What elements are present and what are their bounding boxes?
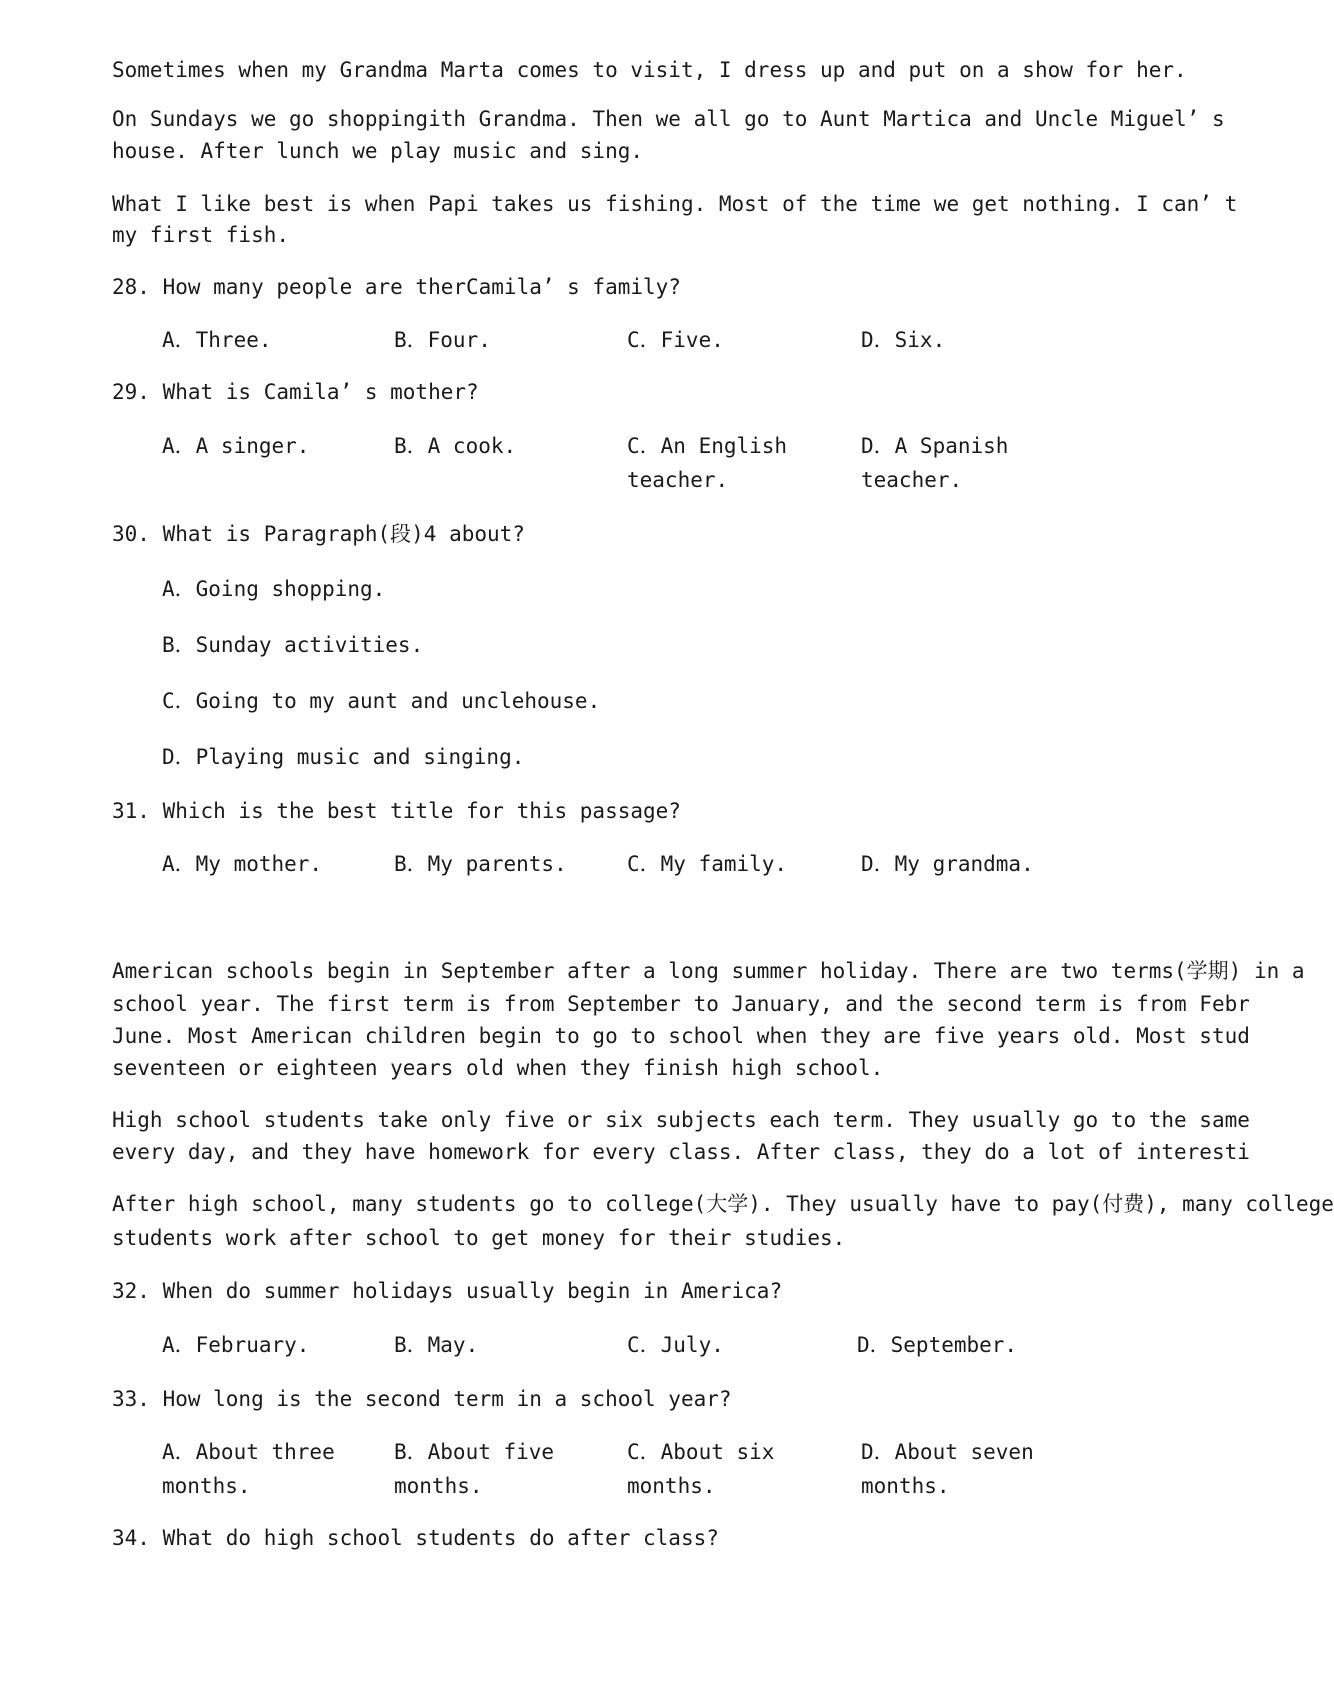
question-30-option-c: C．Going to my aunt and unclehouse. <box>162 689 601 713</box>
question-28-option-b: B．Four. <box>394 328 491 352</box>
question-32-option-a: A．February. <box>162 1333 310 1357</box>
question-33-option-a: A．About three months. <box>162 1440 335 1498</box>
question-30-stem: 30. What is Paragraph(段)4 about? <box>112 522 525 546</box>
passage1-paragraph3-line2: my first fish. <box>112 223 290 247</box>
question-31-option-b: B．My parents. <box>394 852 567 876</box>
question-28-option-a: A．Three. <box>162 328 272 352</box>
question-34-stem: 34. What do high school students do after class? <box>112 1526 719 1550</box>
passage2-paragraph3-line1: After high school, many students go to college(大学). They usually have to pay(付费), many college <box>112 1192 1334 1216</box>
question-31-stem: 31. Which is the best title for this passage? <box>112 799 681 823</box>
question-33-option-c: C．About six months. <box>627 1440 775 1498</box>
question-29-option-d: D．A Spanish teacher. <box>861 434 1009 492</box>
question-33-stem: 33. How long is the second term in a school year? <box>112 1387 732 1411</box>
question-31-option-d: D．My grandma. <box>861 852 1034 876</box>
passage1-paragraph1: Sometimes when my Grandma Marta comes to visit, I dress up and put on a show for her. <box>112 58 1187 82</box>
question-29-stem: 29. What is Camila’ s mother? <box>112 380 479 404</box>
question-28-option-d: D．Six. <box>861 328 946 352</box>
passage2-paragraph1-line1: American schools begin in September after a long summer holiday. There are two terms(学期) in a <box>112 959 1305 983</box>
passage1-paragraph3-line1: What I like best is when Papi takes us fishing. Most of the time we get nothing. I can’ t <box>112 192 1238 216</box>
question-31-option-a: A．My mother. <box>162 852 323 876</box>
passage2-paragraph1-line4: seventeen or eighteen years old when they finish high school. <box>112 1056 884 1080</box>
question-31-option-c: C．My family. <box>627 852 788 876</box>
passage1-paragraph2-line1: On Sundays we go shoppingith Grandma. Then we all go to Aunt Martica and Uncle Miguel’ s <box>112 107 1225 131</box>
question-30-option-d: D．Playing music and singing. <box>162 745 525 769</box>
question-28-option-c: C．Five. <box>627 328 724 352</box>
question-33-option-d: D．About seven months. <box>861 1440 1034 1498</box>
question-32-option-b: B．May. <box>394 1333 479 1357</box>
passage2-paragraph1-line3: June. Most American children begin to go to school when they are five years old. Most stud <box>112 1024 1250 1048</box>
question-32-option-d: D．September. <box>857 1333 1018 1357</box>
question-28-stem: 28. How many people are therCamila’ s family? <box>112 275 681 299</box>
passage1-paragraph2-line2: house. After lunch we play music and sing. <box>112 139 644 163</box>
question-30-option-a: A．Going shopping. <box>162 577 386 601</box>
question-32-option-c: C．July. <box>627 1333 724 1357</box>
passage2-paragraph2-line2: every day, and they have homework for every class. After class, they do a lot of interesti <box>112 1140 1250 1164</box>
passage2-paragraph3-line2: students work after school to get money for their studies. <box>112 1226 846 1250</box>
question-32-stem: 32. When do summer holidays usually begin in America? <box>112 1279 783 1303</box>
question-29-option-c: C．An English teacher. <box>627 434 788 492</box>
passage2-paragraph2-line1: High school students take only five or six subjects each term. They usually go to the same <box>112 1108 1250 1132</box>
question-29-option-a: A．A singer. <box>162 434 310 458</box>
passage2-paragraph1-line2: school year. The first term is from September to January, and the second term is from Febr <box>112 992 1250 1016</box>
question-29-option-b: B．A cook. <box>394 434 517 458</box>
question-30-option-b: B．Sunday activities. <box>162 633 424 657</box>
question-33-option-b: B．About five months. <box>394 1440 555 1498</box>
